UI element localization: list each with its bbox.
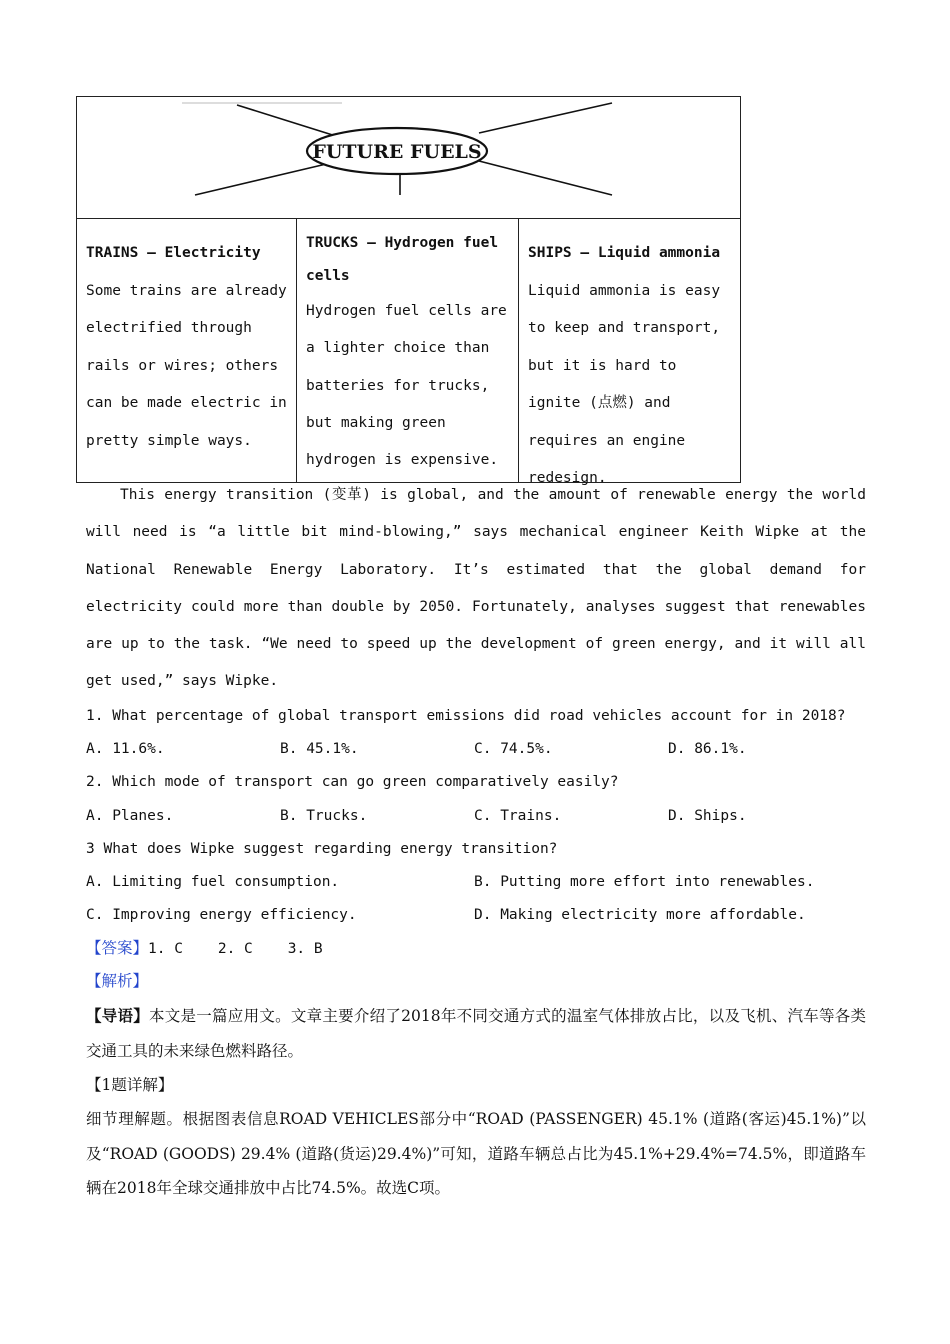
question-3-stem: 3 What does Wipke suggest regarding energy transition?	[86, 841, 558, 857]
detail-1-label: 【1题详解】	[86, 1076, 174, 1094]
question-3-option-a: A. Limiting fuel consumption.	[86, 874, 340, 890]
question-2-option-c: C. Trains.	[474, 808, 562, 824]
column-trucks	[297, 219, 519, 482]
fuel-columns	[77, 219, 740, 486]
detail-1-paragraph: 细节理解题。根据图表信息ROAD VEHICLES部分中“ROAD (PASSENGER) 45.1% (道路(客运)45.1%)”以及“ROAD (GOODS) 29.4% (道路(货运)29.4%)”可知，道路车辆总占比为45.1%+29.4%=74.5%，即道路车辆在2018年全球交通排放中占比74.5%。故选C项。	[86, 1110, 866, 1197]
answer-line	[86, 937, 323, 960]
question-1-option-d: D. 86.1%.	[668, 741, 747, 757]
question-1-option-b: B. 45.1%.	[280, 741, 359, 757]
question-2-stem: 2. Which mode of transport can go green comparatively easily?	[86, 774, 619, 790]
answer-values: 1. C 2. C 3. B	[148, 941, 323, 957]
future-fuels-diagram	[77, 97, 740, 217]
answer-label: 【答案】	[86, 939, 149, 957]
question-2-option-a: A. Planes.	[86, 808, 174, 824]
passage	[86, 477, 866, 701]
guide-label: 【导语】	[86, 1006, 150, 1025]
column-body: Liquid ammonia is easy to keep and transport, but it is hard to ignite (点燃) and requires an engine redesign.	[528, 282, 721, 486]
column-head: SHIPS — Liquid ammonia	[528, 245, 721, 261]
column-head: TRAINS — Electricity	[86, 245, 261, 261]
spoke-top-left	[237, 105, 339, 137]
passage-text: This energy transition (变革) is global, and the amount of renewable energy the world will need is “a little bit mind-blowing,” says mechanical engineer Keith Wipke at the National Renewable Energy Laboratory. It’s estimated that the global demand for electricity could more than double by 2050. Fortunately, analyses suggest that renewables are up to the task. “We need to speed up the development of green energy, and it will all get used,” says Wipke.	[86, 487, 866, 690]
spoke-top-right	[479, 103, 612, 133]
guide-paragraph	[86, 999, 866, 1068]
column-body: Some trains are already electrified through rails or wires; others can be made electric in pretty simple ways.	[86, 282, 287, 449]
spoke-bottom-right	[479, 161, 612, 195]
column-head: TRUCKS — Hydrogen fuel cells	[306, 235, 499, 284]
question-1-option-a: A. 11.6%.	[86, 741, 165, 757]
column-ships	[519, 219, 740, 486]
question-1-option-c: C. 74.5%.	[474, 741, 553, 757]
question-2-option-b: B. Trucks.	[280, 808, 368, 824]
column-trains	[77, 219, 297, 482]
analysis-label: 【解析】	[86, 972, 149, 990]
question-3-option-b: B. Putting more effort into renewables.	[474, 874, 815, 890]
spoke-bottom-left	[195, 161, 339, 195]
future-fuels-title: FUTURE FUELS	[312, 141, 482, 163]
question-1-stem: 1. What percentage of global transport emissions did road vehicles account for in 2018?	[86, 708, 846, 724]
question-2-option-d: D. Ships.	[668, 808, 747, 824]
column-body: Hydrogen fuel cells are a lighter choice than batteries for trucks, but making green hydrogen is expensive.	[306, 303, 507, 469]
guide-text: 本文是一篇应用文。文章主要介绍了2018年不同交通方式的温室气体排放占比，以及飞机、汽车等各类交通工具的未来绿色燃料路径。	[86, 1007, 866, 1060]
future-fuels-header	[77, 97, 740, 219]
question-3-option-c: C. Improving energy efficiency.	[86, 907, 357, 923]
future-fuels-table	[76, 96, 741, 486]
question-3-option-d: D. Making electricity more affordable.	[474, 907, 806, 923]
